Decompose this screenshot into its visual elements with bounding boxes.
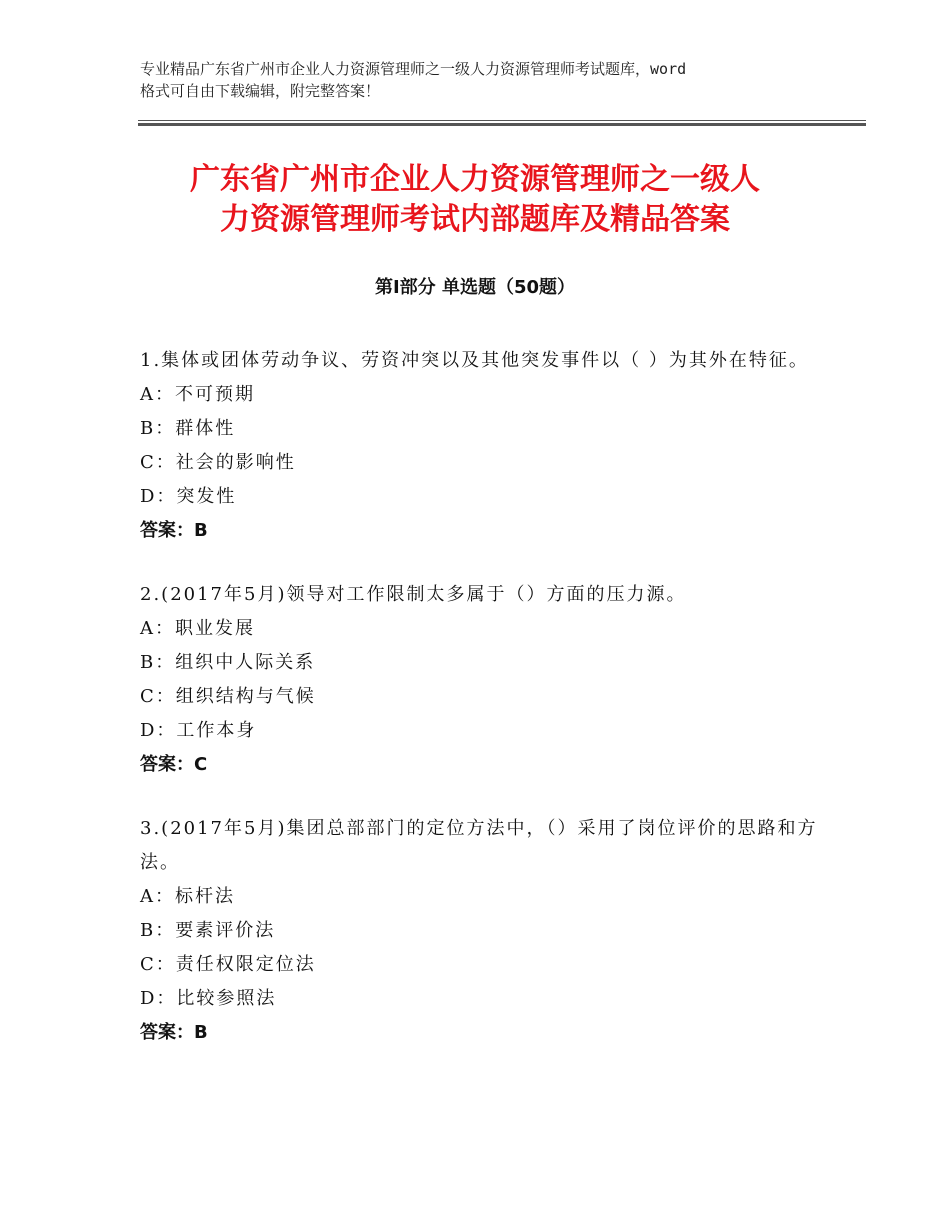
option-d: D：工作本身 xyxy=(140,720,257,741)
question-1 xyxy=(140,344,820,548)
question-stem: 2.(2017年5月)领导对工作限制太多属于（）方面的压力源。 xyxy=(140,584,687,605)
document-title xyxy=(100,160,850,240)
section-title: 第Ⅰ部分 单选题（50题） xyxy=(374,277,575,298)
option-a: A：职业发展 xyxy=(140,618,255,639)
document-title-line-1: 广东省广州市企业人力资源管理师之一级人 xyxy=(190,162,760,197)
option-d: D：比较参照法 xyxy=(140,988,277,1009)
document-header-note xyxy=(140,58,820,102)
option-c: C：组织结构与气候 xyxy=(140,686,316,707)
answer-line: 答案：B xyxy=(140,1022,208,1043)
option-b: B：群体性 xyxy=(140,418,236,439)
option-b: B：要素评价法 xyxy=(140,920,276,941)
question-stem: 1.集体或团体劳动争议、劳资冲突以及其他突发事件以（ ）为其外在特征。 xyxy=(140,350,809,371)
question-stem: 3.(2017年5月)集团总部部门的定位方法中，（）采用了岗位评价的思路和方法。 xyxy=(140,818,818,873)
header-divider-thick xyxy=(138,123,866,126)
question-2 xyxy=(140,578,820,782)
header-note-line-2: 格式可自由下载编辑，附完整答案！ xyxy=(140,82,381,100)
option-b: B：组织中人际关系 xyxy=(140,652,316,673)
answer-line: 答案：B xyxy=(140,520,208,541)
option-d: D：突发性 xyxy=(140,486,237,507)
option-c: C：责任权限定位法 xyxy=(140,954,316,975)
option-a: A：标杆法 xyxy=(140,886,235,907)
option-c: C：社会的影响性 xyxy=(140,452,296,473)
document-title-line-2: 力资源管理师考试内部题库及精品答案 xyxy=(220,202,730,237)
answer-line: 答案：C xyxy=(140,754,208,775)
question-3 xyxy=(140,812,820,1050)
header-note-line-1: 专业精品广东省广州市企业人力资源管理师之一级人力资源管理师考试题库，word xyxy=(140,60,687,78)
option-a: A：不可预期 xyxy=(140,384,255,405)
question-list xyxy=(140,344,820,1080)
header-divider-thin xyxy=(138,120,866,121)
